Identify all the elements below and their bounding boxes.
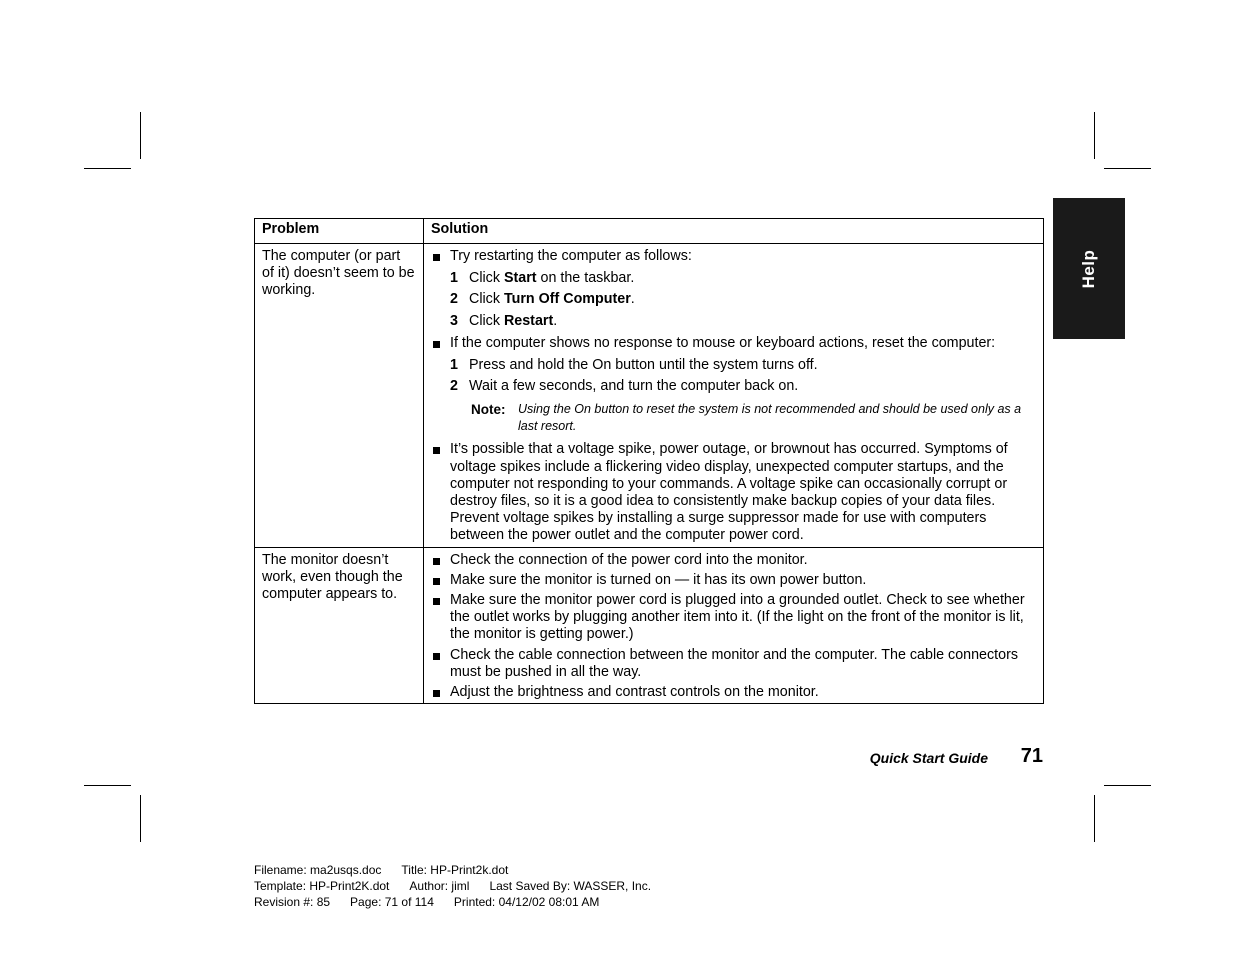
- step-item: 3 Click Restart.: [450, 313, 558, 330]
- list-item: Check the cable connection between the monitor and the computer. The cable connectors must be pushed in all the way.: [431, 647, 1036, 681]
- meta-filename: Filename: ma2usqs.doc: [254, 863, 382, 877]
- section-tab-label: Help: [1079, 249, 1098, 288]
- crop-mark: [1094, 112, 1095, 159]
- section-tab: [1053, 198, 1125, 339]
- crop-mark: [84, 168, 131, 169]
- problem-cell: The monitor doesn’t work, even though the computer appears to.: [255, 547, 424, 704]
- crop-mark: [140, 795, 141, 842]
- solution-cell: [424, 547, 1044, 704]
- step-item: 1 Click Start on the taskbar.: [450, 269, 635, 286]
- note: [471, 401, 1036, 435]
- crop-mark: [84, 785, 131, 786]
- note-text: Using the On button to reset the system is not recommended and should be used only as a last resort.: [518, 402, 1022, 434]
- problem-cell: The computer (or part of it) doesn’t seem to be working.: [255, 244, 424, 548]
- troubleshooting-table: [254, 218, 1044, 704]
- meta-line: [254, 862, 528, 878]
- footer-title: Quick Start Guide: [869, 750, 988, 766]
- crop-mark: [1104, 785, 1151, 786]
- note-label: Note:: [471, 402, 506, 418]
- meta-printed: Printed: 04/12/02 08:01 AM: [453, 895, 600, 909]
- meta-line: [254, 878, 671, 894]
- crop-mark: [140, 112, 141, 159]
- table-row: [255, 547, 1044, 704]
- list-item: Make sure the monitor is turned on — it has its own power button.: [431, 572, 1036, 589]
- list-item: It’s possible that a voltage spike, power outage, or brownout has occurred. Symptoms of voltage spikes include a flickering video display, unexpected computer startups, and the computer not responding to your commands. A voltage spike can occasionally corrupt or destroy files, so it is a good idea to consistently make backup copies of your data files. Prevent voltage spikes by installing a surge suppressor made for use with computers between the power outlet and the computer power cord.: [431, 441, 1036, 544]
- list-item: Adjust the brightness and contrast controls on the monitor.: [431, 684, 1036, 701]
- solution-header: Solution: [424, 219, 1044, 244]
- meta-line: [254, 894, 619, 910]
- step-item: 1 Press and hold the On button until the system turns off.: [450, 356, 818, 373]
- crop-mark: [1094, 795, 1095, 842]
- table-row: [255, 244, 1044, 548]
- meta-author: Author: jiml: [409, 879, 470, 893]
- meta-saved-by: Last Saved By: WASSER, Inc.: [489, 879, 652, 893]
- list-item: Check the connection of the power cord into the monitor.: [431, 552, 1036, 569]
- solution-cell: [424, 244, 1044, 548]
- meta-page: Page: 71 of 114: [350, 895, 434, 909]
- list-item: Make sure the monitor power cord is plugged into a grounded outlet. Check to see whether the outlet works by plugging another item into it. (If the light on the front of the monitor is lit, the monitor is getting power.): [431, 592, 1036, 644]
- meta-title: Title: HP-Print2k.dot: [401, 863, 509, 877]
- list-item: If the computer shows no response to mouse or keyboard actions, reset the computer:: [431, 335, 1036, 352]
- list-item: Try restarting the computer as follows:: [431, 248, 1036, 265]
- step-item: 2 Click Turn Off Computer.: [450, 291, 635, 308]
- table-header-row: [255, 219, 1044, 244]
- crop-mark: [1104, 168, 1151, 169]
- page-number: 71: [1020, 745, 1043, 767]
- meta-template: Template: HP-Print2K.dot: [254, 879, 390, 893]
- step-item: 2 Wait a few seconds, and turn the computer back on.: [450, 378, 799, 395]
- meta-revision: Revision #: 85: [254, 895, 331, 909]
- problem-header: Problem: [255, 219, 424, 244]
